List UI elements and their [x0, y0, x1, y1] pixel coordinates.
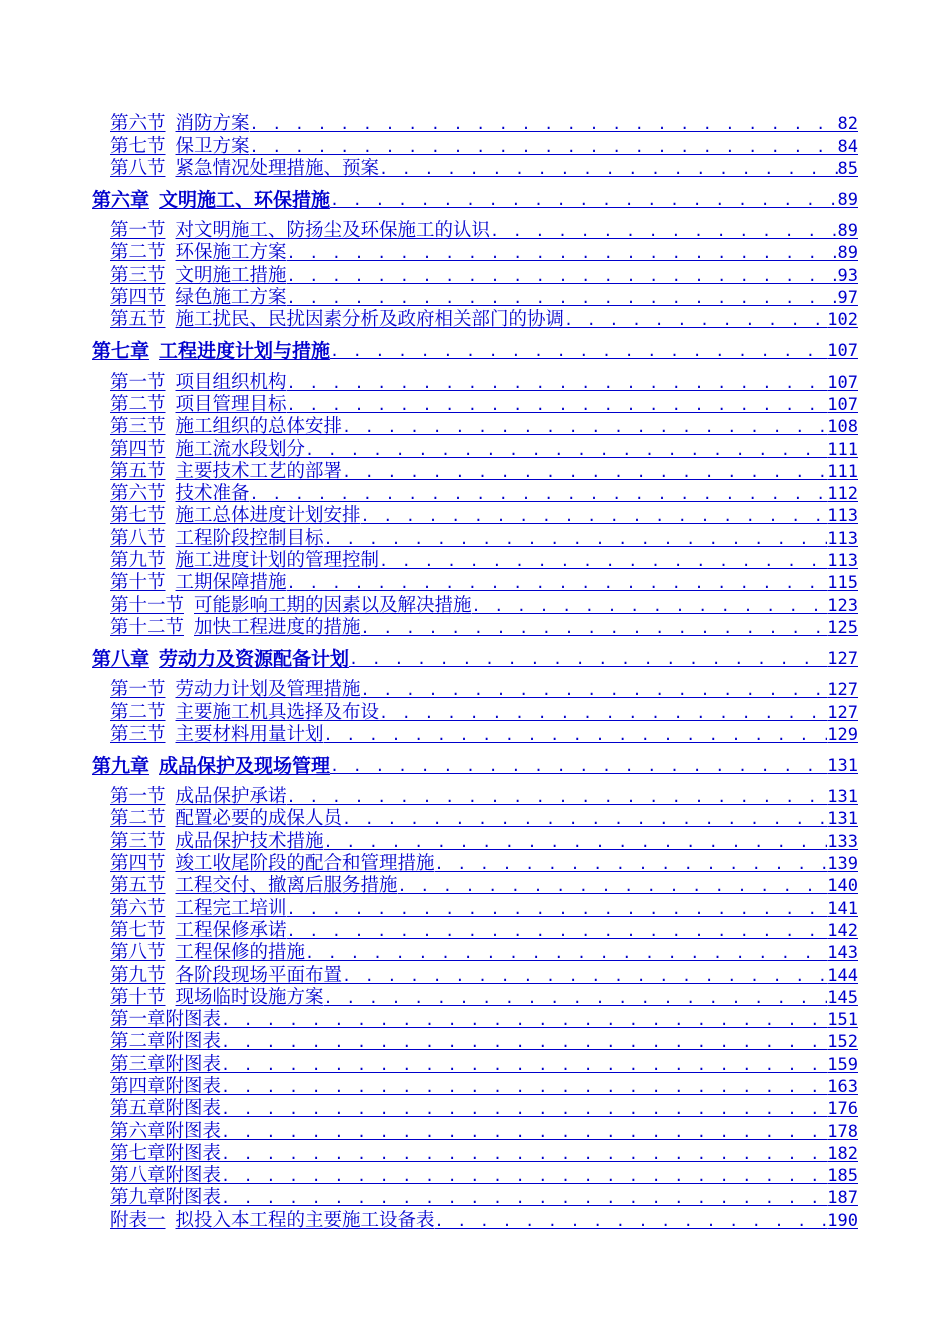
page-number: 123 — [827, 595, 858, 616]
toc-section-link[interactable] — [110, 920, 858, 942]
dot-leader — [324, 528, 828, 550]
section-number: 第七节 — [110, 505, 166, 527]
section-number: 第三节 — [110, 830, 166, 852]
page-number: 108 — [827, 417, 858, 438]
dot-leader — [250, 483, 828, 505]
page-number: 107 — [827, 394, 858, 415]
section-number: 第三节 — [110, 723, 166, 745]
dot-leader — [287, 287, 838, 309]
page-number: 84 — [837, 136, 858, 157]
page-number: 127 — [827, 648, 858, 669]
section-number: 第二章附图表 — [110, 1031, 222, 1053]
toc-section-link[interactable] — [110, 853, 858, 875]
section-number: 第二节 — [110, 808, 166, 830]
section-title: 成品保护承诺 — [175, 786, 287, 808]
toc-chapter-link[interactable] — [92, 189, 858, 211]
toc-section-link[interactable] — [110, 1165, 858, 1187]
page-number: 93 — [837, 265, 858, 286]
page-number: 141 — [827, 898, 858, 919]
section-title: 工期保障措施 — [175, 572, 287, 594]
section-title: 环保施工方案 — [175, 242, 287, 264]
section-title: 主要材料用量计划 — [175, 723, 324, 745]
section-number: 第五节 — [110, 460, 166, 482]
section-title: 保卫方案 — [175, 135, 250, 157]
dot-leader — [305, 942, 827, 964]
section-number: 附表一 — [110, 1209, 166, 1231]
toc-section-link[interactable] — [110, 808, 858, 830]
section-number: 第四节 — [110, 853, 166, 875]
page-number: 89 — [837, 189, 858, 210]
section-number: 第九章附图表 — [110, 1187, 222, 1209]
dot-leader — [221, 1121, 827, 1143]
toc-section-link[interactable] — [110, 461, 858, 483]
toc-section-link[interactable] — [110, 594, 858, 616]
section-number: 第六节 — [110, 483, 166, 505]
section-number: 第二节 — [110, 393, 166, 415]
section-title: 施工流水段划分 — [175, 438, 306, 460]
toc-section-link[interactable] — [110, 220, 858, 242]
toc-section-link[interactable] — [110, 483, 858, 505]
section-number: 第十节 — [110, 572, 166, 594]
dot-leader — [342, 416, 827, 438]
dot-leader — [221, 1143, 827, 1165]
section-number: 第七节 — [110, 135, 166, 157]
section-number: 第六节 — [110, 113, 166, 135]
section-number: 第八节 — [110, 157, 166, 179]
section-title: 竣工收尾阶段的配合和管理措施 — [175, 853, 435, 875]
dot-leader — [330, 755, 827, 777]
section-title: 劳动力计划及管理措施 — [175, 679, 361, 701]
section-title: 工程阶段控制目标 — [175, 527, 324, 549]
section-number: 第八节 — [110, 942, 166, 964]
dot-leader — [361, 617, 828, 639]
section-number: 第九节 — [110, 550, 166, 572]
dot-leader — [287, 265, 838, 287]
section-title: 项目组织机构 — [175, 371, 287, 393]
section-title: 加快工程进度的措施 — [194, 616, 361, 638]
toc-section-link[interactable] — [110, 572, 858, 594]
dot-leader — [287, 242, 838, 264]
dot-leader — [221, 1031, 827, 1053]
section-title: 主要施工机具选择及布设 — [175, 701, 380, 723]
section-number: 第九节 — [110, 964, 166, 986]
section-number: 第十节 — [110, 986, 166, 1008]
toc-section-link[interactable] — [110, 830, 858, 852]
toc-section-link[interactable] — [110, 1053, 858, 1075]
section-number: 第十一节 — [110, 594, 185, 616]
section-number: 第六章附图表 — [110, 1120, 222, 1142]
dot-leader — [342, 461, 827, 483]
page-number: 129 — [827, 724, 858, 745]
toc-section-link[interactable] — [110, 1076, 858, 1098]
toc-section-link[interactable] — [110, 897, 858, 919]
section-title: 拟投入本工程的主要施工设备表 — [175, 1209, 435, 1231]
dot-leader — [221, 1076, 827, 1098]
section-number: 第四节 — [110, 438, 166, 460]
toc-section-link[interactable] — [110, 505, 858, 527]
page-number: 143 — [827, 943, 858, 964]
page-number: 111 — [827, 439, 858, 460]
section-number: 第八节 — [110, 527, 166, 549]
section-number: 第一节 — [110, 679, 166, 701]
toc-section-link[interactable] — [110, 264, 858, 286]
section-title: 文明施工措施 — [175, 264, 287, 286]
section-number: 第五节 — [110, 875, 166, 897]
section-number: 第七章附图表 — [110, 1142, 222, 1164]
toc-section-link[interactable] — [110, 1098, 858, 1120]
page-number: 82 — [837, 114, 858, 135]
toc-chapter-link[interactable] — [92, 340, 858, 362]
toc-section-link[interactable] — [110, 438, 858, 460]
page-number: 182 — [827, 1143, 858, 1164]
toc-section-link[interactable] — [110, 113, 858, 135]
toc-section-link[interactable] — [110, 416, 858, 438]
dot-leader — [287, 920, 828, 942]
dot-leader — [250, 136, 838, 158]
dot-leader — [490, 220, 837, 242]
section-title: 工程保修承诺 — [175, 919, 287, 941]
dot-leader — [324, 987, 828, 1009]
dot-leader — [398, 875, 828, 897]
dot-leader — [330, 189, 837, 211]
chapter-number: 第八章 — [92, 647, 150, 670]
dot-leader — [361, 505, 828, 527]
section-title: 工程保修的措施 — [175, 942, 306, 964]
page-number: 127 — [827, 680, 858, 701]
dot-leader — [435, 853, 828, 875]
dot-leader — [379, 550, 827, 572]
toc-section-link[interactable] — [110, 617, 858, 639]
section-number: 第七节 — [110, 919, 166, 941]
page-number: 178 — [827, 1121, 858, 1142]
page-number: 176 — [827, 1099, 858, 1120]
page-number: 131 — [827, 809, 858, 830]
chapter-number: 第九章 — [92, 754, 150, 777]
chapter-number: 第七章 — [92, 340, 150, 363]
page-number: 127 — [827, 702, 858, 723]
toc-section-link[interactable] — [110, 724, 858, 746]
page-number: 113 — [827, 551, 858, 572]
toc-section-link[interactable] — [110, 964, 858, 986]
page-number: 125 — [827, 617, 858, 638]
chapter-title: 劳动力及资源配备计划 — [159, 647, 350, 670]
dot-leader — [287, 372, 828, 394]
toc-section-link[interactable] — [110, 1009, 858, 1031]
section-title: 绿色施工方案 — [175, 287, 287, 309]
section-number: 第八章附图表 — [110, 1165, 222, 1187]
section-number: 第三章附图表 — [110, 1053, 222, 1075]
chapter-title: 文明施工、环保措施 — [159, 188, 331, 211]
section-title: 施工总体进度计划安排 — [175, 505, 361, 527]
toc-section-link[interactable] — [110, 942, 858, 964]
dot-leader — [564, 309, 827, 331]
dot-leader — [342, 808, 827, 830]
page-number: 89 — [837, 221, 858, 242]
toc-section-link[interactable] — [110, 394, 858, 416]
page-number: 107 — [827, 372, 858, 393]
page-number: 111 — [827, 461, 858, 482]
toc-section-link[interactable] — [110, 1031, 858, 1053]
section-number: 第五节 — [110, 309, 166, 331]
page-number: 107 — [827, 341, 858, 362]
page-number: 152 — [827, 1032, 858, 1053]
dot-leader — [287, 786, 828, 808]
chapter-title: 工程进度计划与措施 — [159, 340, 331, 363]
page-number: 139 — [827, 854, 858, 875]
section-title: 施工组织的总体安排 — [175, 416, 343, 438]
table-of-contents — [0, 113, 950, 1232]
toc-section-link[interactable] — [110, 309, 858, 331]
page-number: 102 — [827, 310, 858, 331]
page-number: 89 — [837, 243, 858, 264]
dot-leader — [221, 1187, 827, 1209]
toc-section-link[interactable] — [110, 371, 858, 393]
section-title: 主要技术工艺的部署 — [175, 460, 343, 482]
section-number: 第三节 — [110, 264, 166, 286]
page-number: 187 — [827, 1188, 858, 1209]
section-number: 第六节 — [110, 897, 166, 919]
section-number: 第四章附图表 — [110, 1075, 222, 1097]
dot-leader — [330, 340, 827, 362]
section-number: 第二节 — [110, 701, 166, 723]
chapter-number: 第六章 — [92, 188, 150, 211]
toc-section-link[interactable] — [110, 701, 858, 723]
dot-leader — [221, 1098, 827, 1120]
toc-section-link[interactable] — [110, 1209, 858, 1231]
toc-section-link[interactable] — [110, 679, 858, 701]
section-number: 第一节 — [110, 371, 166, 393]
page-number: 145 — [827, 987, 858, 1008]
toc-chapter-link[interactable] — [92, 755, 858, 777]
page-number: 85 — [837, 158, 858, 179]
toc-section-link[interactable] — [110, 550, 858, 572]
page-number: 112 — [827, 484, 858, 505]
dot-leader — [324, 831, 828, 853]
dot-leader — [324, 724, 828, 746]
section-number: 第二节 — [110, 242, 166, 264]
toc-section-link[interactable] — [110, 1143, 858, 1165]
page-number: 131 — [827, 787, 858, 808]
dot-leader — [305, 439, 827, 461]
page-number: 133 — [827, 831, 858, 852]
dot-leader — [342, 965, 827, 987]
section-title: 配置必要的成保人员 — [175, 808, 343, 830]
section-title: 工程交付、撤离后服务措施 — [175, 875, 398, 897]
section-title: 成品保护技术措施 — [175, 830, 324, 852]
section-number: 第一章附图表 — [110, 1009, 222, 1031]
section-number: 第三节 — [110, 416, 166, 438]
page-number: 142 — [827, 920, 858, 941]
toc-section-link[interactable] — [110, 527, 858, 549]
page-number: 115 — [827, 573, 858, 594]
page-number: 140 — [827, 876, 858, 897]
page-number: 113 — [827, 528, 858, 549]
section-number: 第一节 — [110, 220, 166, 242]
section-title: 技术准备 — [175, 483, 250, 505]
chapter-title: 成品保护及现场管理 — [159, 754, 331, 777]
page-number: 113 — [827, 506, 858, 527]
toc-section-link[interactable] — [110, 135, 858, 157]
dot-leader — [287, 898, 828, 920]
section-number: 第一节 — [110, 786, 166, 808]
toc-section-link[interactable] — [110, 287, 858, 309]
section-number: 第四节 — [110, 287, 166, 309]
dot-leader — [287, 394, 828, 416]
dot-leader — [221, 1054, 827, 1076]
page-number: 159 — [827, 1054, 858, 1075]
page-number: 163 — [827, 1076, 858, 1097]
dot-leader — [472, 595, 828, 617]
section-number: 第十二节 — [110, 616, 185, 638]
page-number: 144 — [827, 965, 858, 986]
dot-leader — [349, 648, 827, 670]
dot-leader — [435, 1210, 828, 1232]
dot-leader — [221, 1165, 827, 1187]
section-title: 工程完工培训 — [175, 897, 287, 919]
page-number: 185 — [827, 1166, 858, 1187]
section-title: 施工进度计划的管理控制 — [175, 550, 380, 572]
dot-leader — [250, 113, 838, 135]
dot-leader — [361, 679, 828, 701]
section-title: 施工扰民、民扰因素分析及政府相关部门的协调 — [175, 309, 565, 331]
page-number: 131 — [827, 755, 858, 776]
section-title: 消防方案 — [175, 113, 250, 135]
toc-section-link[interactable] — [110, 786, 858, 808]
page-number: 97 — [837, 288, 858, 309]
page-number: 151 — [827, 1010, 858, 1031]
toc-section-link[interactable] — [110, 875, 858, 897]
section-title: 紧急情况处理措施、预案 — [175, 157, 380, 179]
toc-section-link[interactable] — [110, 158, 858, 180]
section-title: 对文明施工、防扬尘及环保施工的认识 — [175, 220, 491, 242]
toc-section-link[interactable] — [110, 1120, 858, 1142]
toc-section-link[interactable] — [110, 1187, 858, 1209]
dot-leader — [379, 702, 827, 724]
toc-section-link[interactable] — [110, 242, 858, 264]
section-title: 可能影响工期的因素以及解决措施 — [194, 594, 472, 616]
dot-leader — [379, 158, 837, 180]
section-title: 项目管理目标 — [175, 393, 287, 415]
toc-section-link[interactable] — [110, 987, 858, 1009]
dot-leader — [287, 572, 828, 594]
page-number: 190 — [827, 1210, 858, 1231]
toc-chapter-link[interactable] — [92, 648, 858, 670]
section-title: 各阶段现场平面布置 — [175, 964, 343, 986]
section-title: 现场临时设施方案 — [175, 986, 324, 1008]
section-number: 第五章附图表 — [110, 1098, 222, 1120]
dot-leader — [221, 1009, 827, 1031]
